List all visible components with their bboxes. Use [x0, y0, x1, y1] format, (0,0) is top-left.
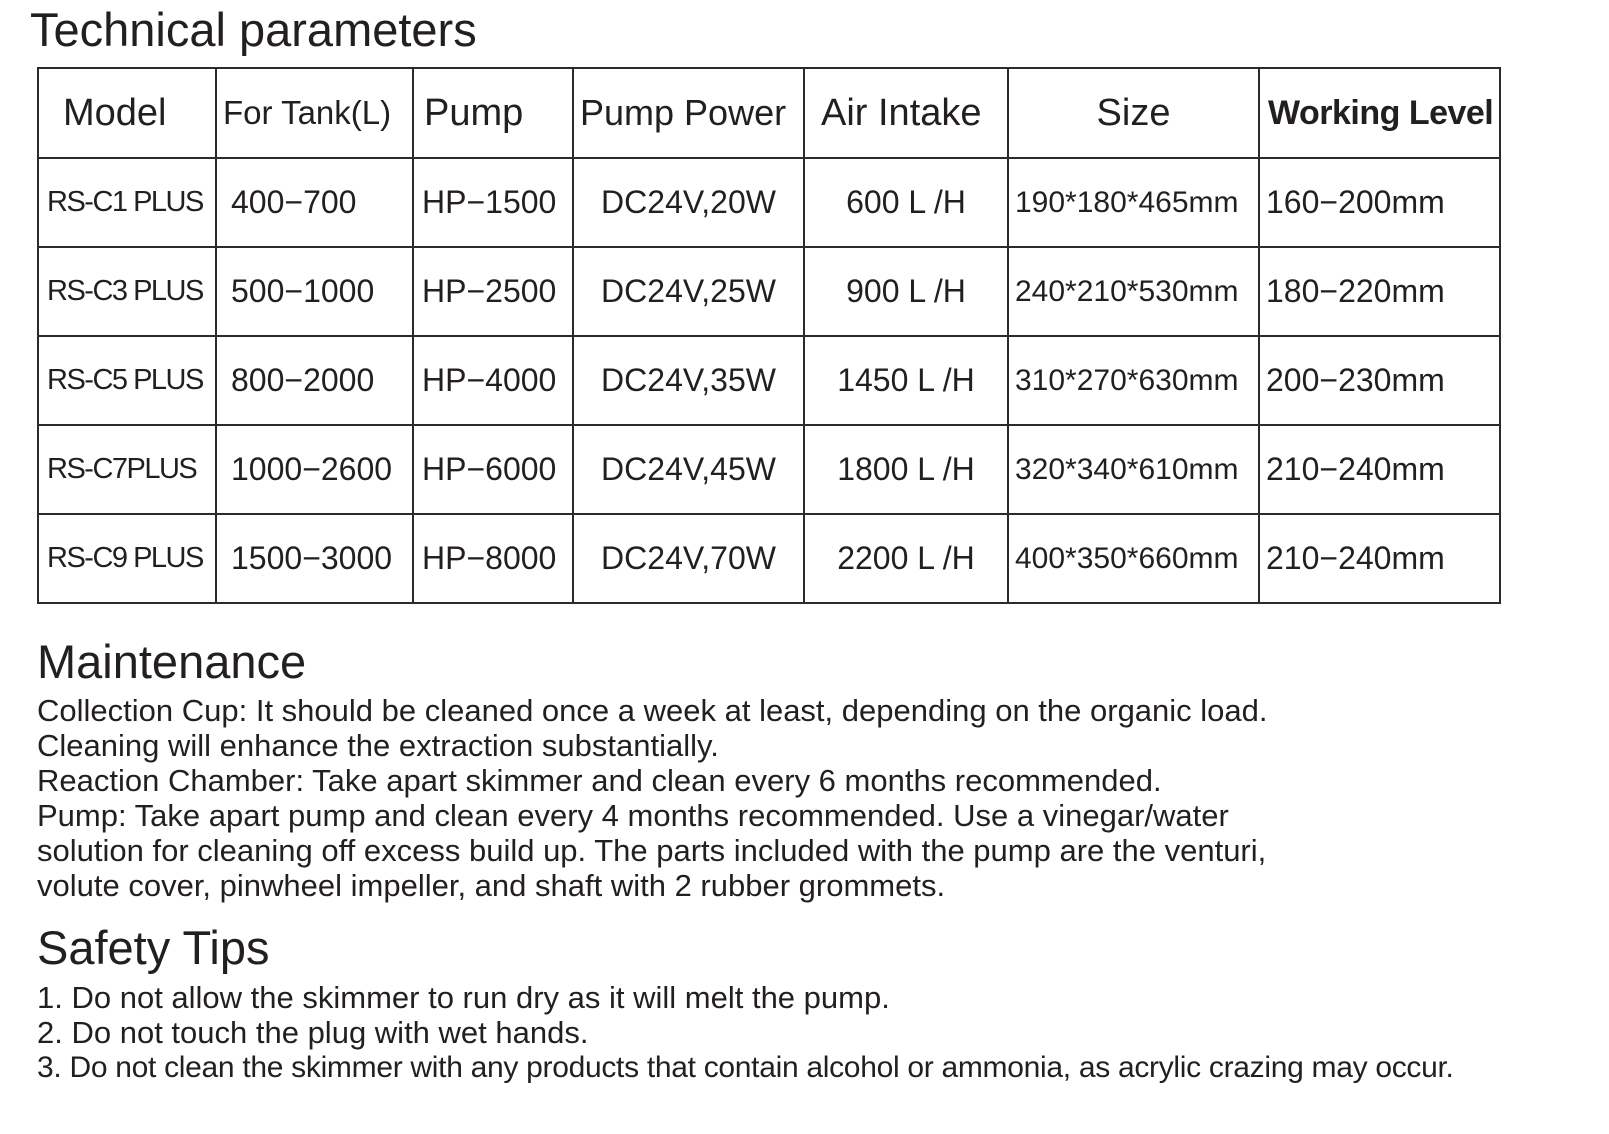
- table-row: [38, 425, 1500, 514]
- header-for-tank: For Tank(L): [216, 68, 413, 158]
- maintenance-text: [37, 693, 1597, 903]
- safety-line: 2. Do not touch the plug with wet hands.: [37, 1015, 589, 1050]
- cell-size: 310*270*630mm: [1008, 336, 1259, 425]
- cell-pump: HP−2500: [413, 247, 573, 336]
- cell-model: RS-C1 PLUS: [38, 158, 216, 247]
- cell-pump: HP−6000: [413, 425, 573, 514]
- cell-pump: HP−1500: [413, 158, 573, 247]
- header-pump: Pump: [413, 68, 573, 158]
- header-pump-power: Pump Power: [573, 68, 804, 158]
- technical-parameters-table: [37, 67, 1501, 604]
- maintenance-line: Reaction Chamber: Take apart skimmer and clean every 6 months recommended.: [37, 763, 1162, 798]
- table-row: [38, 158, 1500, 247]
- cell-size: 240*210*530mm: [1008, 247, 1259, 336]
- maintenance-line: volute cover, pinwheel impeller, and shaft with 2 rubber grommets.: [37, 868, 946, 903]
- cell-model: RS-C3 PLUS: [38, 247, 216, 336]
- cell-pump: HP−4000: [413, 336, 573, 425]
- cell-pump-power: DC24V,45W: [573, 425, 804, 514]
- cell-pump-power: DC24V,25W: [573, 247, 804, 336]
- cell-working-level: 160−200mm: [1259, 158, 1500, 247]
- safety-heading: Safety Tips: [37, 921, 270, 974]
- safety-line: 1. Do not allow the skimmer to run dry as it will melt the pump.: [37, 980, 890, 1015]
- cell-air-intake: 1450 L /H: [804, 336, 1008, 425]
- cell-air-intake: 600 L /H: [804, 158, 1008, 247]
- cell-size: 190*180*465mm: [1008, 158, 1259, 247]
- cell-pump-power: DC24V,20W: [573, 158, 804, 247]
- header-size: Size: [1008, 68, 1259, 158]
- maintenance-line: solution for cleaning off excess build up. The parts included with the pump are the venturi,: [37, 833, 1267, 868]
- cell-for-tank: 1000−2600: [216, 425, 413, 514]
- safety-text: [37, 980, 1597, 1085]
- table-row: [38, 336, 1500, 425]
- cell-model: RS-C5 PLUS: [38, 336, 216, 425]
- cell-model: RS-C7PLUS: [38, 425, 216, 514]
- table-header-row: [38, 68, 1500, 158]
- cell-for-tank: 1500−3000: [216, 514, 413, 603]
- maintenance-line: Pump: Take apart pump and clean every 4 months recommended. Use a vinegar/water: [37, 798, 1229, 833]
- cell-working-level: 210−240mm: [1259, 425, 1500, 514]
- cell-air-intake: 2200 L /H: [804, 514, 1008, 603]
- header-working-level: Working Level: [1259, 68, 1500, 158]
- table-row: [38, 247, 1500, 336]
- cell-model: RS-C9 PLUS: [38, 514, 216, 603]
- cell-air-intake: 1800 L /H: [804, 425, 1008, 514]
- cell-for-tank: 500−1000: [216, 247, 413, 336]
- maintenance-line: Collection Cup: It should be cleaned once a week at least, depending on the organic load.: [37, 693, 1268, 728]
- safety-line: 3. Do not clean the skimmer with any products that contain alcohol or ammonia, as acrylic crazing may occur.: [37, 1051, 1454, 1084]
- cell-working-level: 180−220mm: [1259, 247, 1500, 336]
- page-title: Technical parameters: [30, 3, 477, 56]
- cell-pump-power: DC24V,70W: [573, 514, 804, 603]
- header-air-intake: Air Intake: [804, 68, 1008, 158]
- cell-working-level: 200−230mm: [1259, 336, 1500, 425]
- cell-pump: HP−8000: [413, 514, 573, 603]
- table-row: [38, 514, 1500, 603]
- maintenance-line: Cleaning will enhance the extraction substantially.: [37, 728, 719, 763]
- cell-pump-power: DC24V,35W: [573, 336, 804, 425]
- cell-for-tank: 400−700: [216, 158, 413, 247]
- maintenance-heading: Maintenance: [37, 635, 307, 688]
- cell-working-level: 210−240mm: [1259, 514, 1500, 603]
- cell-for-tank: 800−2000: [216, 336, 413, 425]
- cell-size: 400*350*660mm: [1008, 514, 1259, 603]
- cell-size: 320*340*610mm: [1008, 425, 1259, 514]
- header-model: Model: [38, 68, 216, 158]
- cell-air-intake: 900 L /H: [804, 247, 1008, 336]
